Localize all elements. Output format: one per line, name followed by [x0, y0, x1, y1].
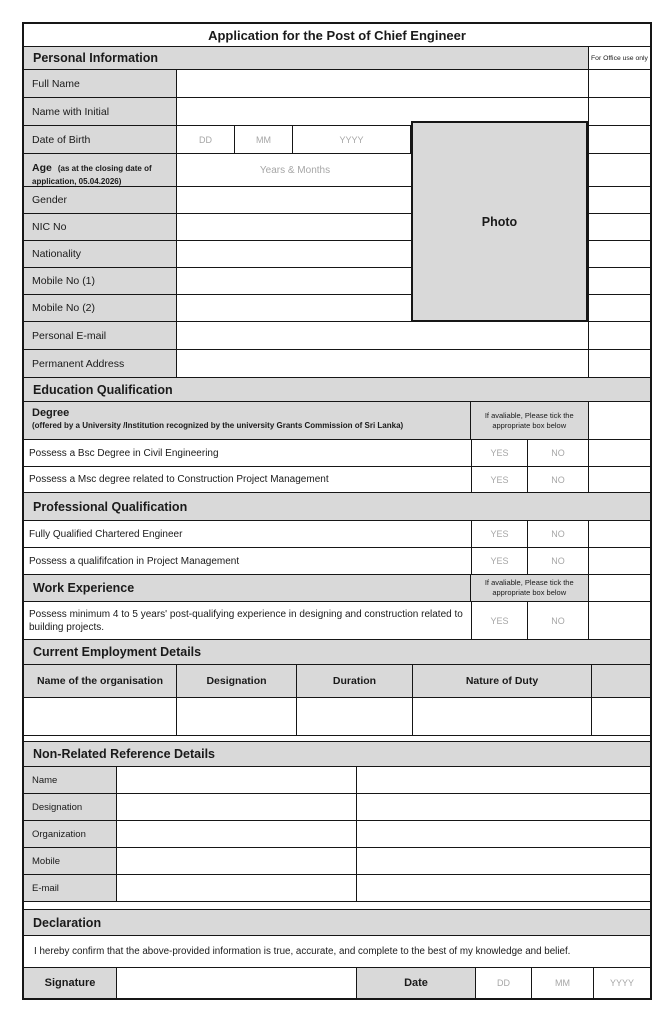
education-section-title: Education Qualification: [24, 378, 650, 401]
age-label-word: Age: [32, 162, 52, 174]
mobile1-label: Mobile No (1): [24, 268, 177, 294]
date-yyyy-input[interactable]: YYYY: [609, 978, 634, 988]
employment-duration-input[interactable]: [297, 698, 413, 735]
nationality-label: Nationality: [24, 241, 177, 267]
reference1-designation-input[interactable]: [117, 794, 357, 820]
gender-office-cell: [589, 187, 650, 213]
education-question-row: [24, 440, 650, 467]
professional-q1-office-cell: [589, 521, 650, 547]
employment-section-header: [24, 640, 650, 665]
reference2-name-input[interactable]: [357, 767, 650, 793]
education-q1-no-tick[interactable]: NO: [528, 440, 589, 466]
mobile1-office-cell: [589, 268, 650, 294]
nic-office-cell: [589, 214, 650, 240]
reference2-mobile-input[interactable]: [357, 848, 650, 874]
education-q2-office-cell: [589, 467, 650, 492]
reference-organization-row: [24, 821, 650, 848]
permanent-address-row: [24, 350, 650, 378]
date-dd-input[interactable]: DD: [476, 968, 532, 998]
education-question-2: Possess a Msc degree related to Construction Project Management: [24, 467, 472, 492]
reference-organization-label: Organization: [24, 821, 117, 847]
work-q1-yes-tick[interactable]: YES: [472, 602, 528, 639]
work-q1-no-tick[interactable]: NO: [528, 602, 589, 639]
office-use-note: For Office use only: [591, 54, 648, 62]
full-name-input[interactable]: [177, 70, 589, 97]
employment-col-nature-of-duty: Nature of Duty: [413, 665, 592, 697]
employment-designation-input[interactable]: [177, 698, 297, 735]
degree-office-cell: [589, 402, 650, 439]
permanent-address-label: Permanent Address: [24, 350, 177, 377]
employment-col-duration: Duration: [297, 665, 413, 697]
degree-note: (offered by a University /Institution recognized by the university Grants Commission of Sri Lanka): [32, 421, 404, 431]
employment-nature-of-duty-input[interactable]: [413, 698, 592, 735]
dob-mm-input[interactable]: MM: [235, 126, 293, 153]
personal-email-office-cell: [589, 322, 650, 349]
work-question-1: Possess minimum 4 to 5 years' post-qualifying experience in designing and construction related to building projects.: [24, 602, 472, 639]
education-section-header: [24, 378, 650, 402]
photo-label: Photo: [481, 214, 518, 229]
education-question-1: Possess a Bsc Degree in Civil Engineering: [24, 440, 472, 466]
declaration-statement-row: [24, 936, 650, 968]
work-question-row: [24, 602, 650, 640]
age-note-line2: application, 05.04.2026): [32, 177, 122, 186]
permanent-address-input[interactable]: [177, 350, 589, 377]
education-q1-yes-tick[interactable]: YES: [472, 440, 528, 466]
name-with-initial-label: Name with Initial: [24, 98, 177, 125]
reference2-email-input[interactable]: [357, 875, 650, 901]
education-q2-yes-tick[interactable]: YES: [472, 467, 528, 492]
age-office-cell: [589, 154, 650, 186]
education-question-row: [24, 467, 650, 493]
professional-question-row: [24, 521, 650, 548]
nationality-office-cell: [589, 241, 650, 267]
work-section-header: [24, 575, 650, 602]
application-form: [22, 22, 652, 1000]
employment-section-title: Current Employment Details: [24, 640, 650, 664]
reference2-designation-input[interactable]: [357, 794, 650, 820]
date-label: Date: [357, 968, 476, 998]
signature-label: Signature: [24, 968, 117, 998]
professional-q2-no-tick[interactable]: NO: [528, 548, 589, 574]
reference1-mobile-input[interactable]: [117, 848, 357, 874]
professional-q1-no-tick[interactable]: NO: [528, 521, 589, 547]
professional-section-title: Professional Qualification: [24, 493, 650, 520]
full-name-office-cell: [589, 70, 650, 97]
work-header-office-cell: [589, 575, 650, 601]
education-q2-no-tick[interactable]: NO: [528, 467, 589, 492]
degree-label: Degree: [32, 407, 70, 419]
employment-col-organisation: Name of the organisation: [24, 665, 177, 697]
declaration-section-header: [24, 910, 650, 936]
work-q1-office-cell: [589, 602, 650, 639]
full-name-row: [24, 70, 650, 98]
reference-mobile-row: [24, 848, 650, 875]
form-title: Application for the Post of Chief Engineer: [208, 27, 466, 43]
photo-upload-box[interactable]: [411, 121, 588, 322]
reference-name-label: Name: [24, 767, 117, 793]
age-note-line1: (as at the closing date of: [57, 164, 152, 173]
permanent-address-office-cell: [589, 350, 650, 377]
full-name-label: Full Name: [24, 70, 177, 97]
personal-email-label: Personal E-mail: [24, 322, 177, 349]
reference-mobile-label: Mobile: [24, 848, 117, 874]
professional-section-header: [24, 493, 650, 521]
employment-organisation-input[interactable]: [24, 698, 177, 735]
mobile2-label: Mobile No (2): [24, 295, 177, 321]
age-input[interactable]: Years & Months: [177, 154, 414, 186]
dob-dd-input[interactable]: DD: [177, 126, 235, 153]
reference-email-row: [24, 875, 650, 902]
education-tick-note: If avaliable, Please tick the appropriate box below: [471, 402, 590, 439]
professional-q2-yes-tick[interactable]: YES: [472, 548, 528, 574]
date-of-birth-label: Date of Birth: [24, 126, 177, 153]
work-section-title: Work Experience: [24, 575, 471, 601]
signature-date-row: [24, 968, 650, 998]
reference-name-row: [24, 767, 650, 794]
mobile2-office-cell: [589, 295, 650, 321]
professional-question-1: Fully Qualified Chartered Engineer: [24, 521, 472, 547]
declaration-section-title: Declaration: [24, 910, 650, 935]
degree-header-row: [24, 402, 650, 440]
degree-header-cell: [24, 402, 471, 439]
references-section-header: [24, 742, 650, 767]
reference1-organization-input[interactable]: [117, 821, 357, 847]
date-mm-input[interactable]: MM: [532, 968, 594, 998]
work-tick-note: If avaliable, Please tick the appropriate box below: [471, 575, 590, 601]
professional-q2-office-cell: [589, 548, 650, 574]
reference1-name-input[interactable]: [117, 767, 357, 793]
professional-question-2: Possess a qualififcation in Project Management: [24, 548, 472, 574]
personal-section-title: Personal Information: [24, 47, 589, 69]
section-gap: [24, 902, 650, 910]
nic-label: NIC No: [24, 214, 177, 240]
dob-yyyy-input[interactable]: YYYY: [293, 126, 411, 153]
personal-email-row: [24, 322, 650, 350]
education-q1-office-cell: [589, 440, 650, 466]
gap-spacer: [24, 736, 650, 741]
employment-col-designation: Designation: [177, 665, 297, 697]
declaration-statement: I hereby confirm that the above-provided information is true, accurate, and complete to the best of my knowledge and belief.: [34, 946, 571, 957]
references-section-title: Non-Related Reference Details: [24, 742, 650, 766]
reference-designation-row: [24, 794, 650, 821]
reference-email-label: E-mail: [24, 875, 117, 901]
employment-entry-row: [24, 698, 650, 736]
professional-q1-yes-tick[interactable]: YES: [472, 521, 528, 547]
employment-office-cell: [592, 698, 650, 735]
reference1-email-input[interactable]: [117, 875, 357, 901]
employment-col-office-cell: [592, 665, 650, 697]
gender-label: Gender: [24, 187, 177, 213]
personal-email-input[interactable]: [177, 322, 589, 349]
reference2-organization-input[interactable]: [357, 821, 650, 847]
name-with-initial-office-cell: [589, 98, 650, 125]
reference-designation-label: Designation: [24, 794, 117, 820]
personal-section-header: [24, 47, 650, 70]
dob-office-cell: [589, 126, 650, 153]
employment-columns-row: [24, 665, 650, 698]
professional-question-row: [24, 548, 650, 575]
age-label: [24, 154, 177, 186]
title-row: [24, 24, 650, 47]
gap-spacer: [24, 902, 650, 909]
signature-input[interactable]: [117, 968, 357, 998]
